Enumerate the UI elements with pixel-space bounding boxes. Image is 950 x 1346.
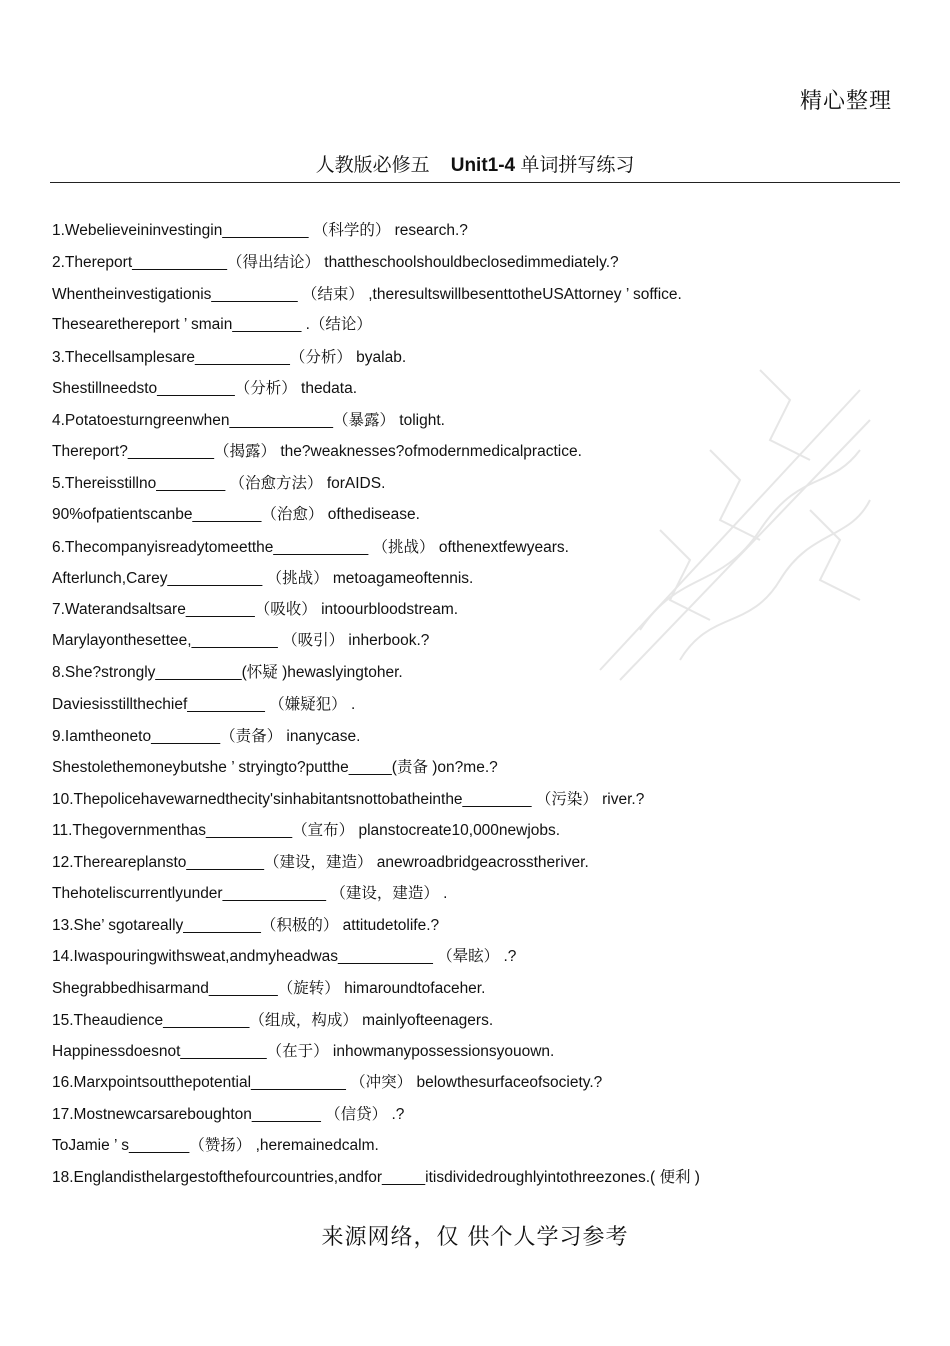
exercise-line: 12.Thereareplansto_________（建设，建造） anewroadbridgeacrosstheriver.	[52, 854, 589, 871]
title-unit: Unit1-4	[450, 155, 516, 176]
exercise-line: 14.Iwaspouringwithsweat,andmyheadwas___________ （晕眩） .?	[52, 948, 517, 965]
corner-header: 精心整理	[799, 89, 892, 114]
exercise-line: 2.Thereport___________（得出结论） thattheschoolshouldbeclosedimmediately.?	[52, 254, 619, 271]
exercise-line: Shegrabbedhisarmand________（旋转） himaroundtofaceher.	[52, 980, 486, 997]
exercise-line: Marylayonthesettee,__________ （吸引） inherbook.?	[52, 632, 430, 649]
footer-note: 来源网络，仅 供个人学习参考	[321, 1225, 629, 1250]
exercise-line: 7.Waterandsaltsare________（吸收） intoourbloodstream.	[52, 601, 459, 618]
exercise-line: 9.Iamtheoneto________（责备） inanycase.	[52, 728, 361, 745]
exercise-line: Thehoteliscurrentlyunder____________ （建设，建造） .	[52, 885, 448, 902]
exercise-line: Afterlunch,Carey___________ （挑战） metoagameoftennis.	[52, 570, 474, 587]
exercise-line: Happinessdoesnot__________（在于） inhowmanypossessionsyouown.	[52, 1043, 555, 1060]
exercise-line: 1.Webelieveininvestingin__________ （科学的） research.?	[52, 222, 468, 239]
exercise-line: 13.She’ sgotareally_________（积极的） attitudetolife.?	[52, 917, 440, 934]
exercise-line: 3.Thecellsamplesare___________（分析） byalab.	[52, 349, 407, 366]
exercise-line: Shestillneedsto_________（分析） thedata.	[52, 380, 358, 397]
title-suffix: 单词拼写练习	[520, 155, 635, 176]
exercise-line: Thesearethereport ’ smain________ .（结论）	[52, 316, 372, 333]
exercise-line: 10.Thepolicehavewarnedthecity'sinhabitantsnottobatheinthe________ （污染） river.?	[52, 791, 645, 808]
exercise-line: ToJamie ’ s_______（赞扬） ,heremainedcalm.	[52, 1137, 379, 1154]
exercise-line: Whentheinvestigationis__________ （结束） ,theresultswillbesenttotheUSAttorney ’ soffice.	[52, 286, 682, 303]
exercise-line: 6.Thecompanyisreadytomeetthe___________ （挑战） ofthenextfewyears.	[52, 539, 569, 556]
exercise-line: Shestolethemoneybutshe ’ stryingto?putthe_____(责备 )on?me.?	[52, 759, 498, 776]
exercise-line: 15.Theaudience__________（组成，构成） mainlyofteenagers.	[52, 1012, 494, 1029]
exercise-line: Thereport?__________（揭露） the?weaknesses?ofmodernmedicalpractice.	[52, 443, 582, 460]
exercise-line: 18.Englandisthelargestofthefourcountries,andfor_____itisdividedroughlyintothreezones.( 便利 )	[52, 1169, 700, 1186]
exercise-line: 8.She?strongly__________(怀疑 )hewaslyingtoher.	[52, 664, 403, 681]
title-prefix: 人教版必修五	[315, 155, 430, 176]
exercise-line: 16.Marxpointsoutthepotential___________ （冲突） belowthesurfaceofsociety.?	[52, 1074, 603, 1091]
exercise-line: 90%ofpatientscanbe________（治愈） ofthedisease.	[52, 506, 420, 523]
exercise-line: 17.Mostnewcarsareboughton________ （信贷） .?	[52, 1106, 405, 1123]
exercise-line: 5.Thereisstillno________ （治愈方法） forAIDS.	[52, 475, 386, 492]
exercise-line: Daviesisstillthechief_________ （嫌疑犯） .	[52, 696, 356, 713]
exercise-line: 4.Potatoesturngreenwhen____________（暴露） tolight.	[52, 412, 445, 429]
exercise-line: 11.Thegovernmenthas__________（宣布） planstocreate10,000newjobs.	[52, 822, 561, 839]
